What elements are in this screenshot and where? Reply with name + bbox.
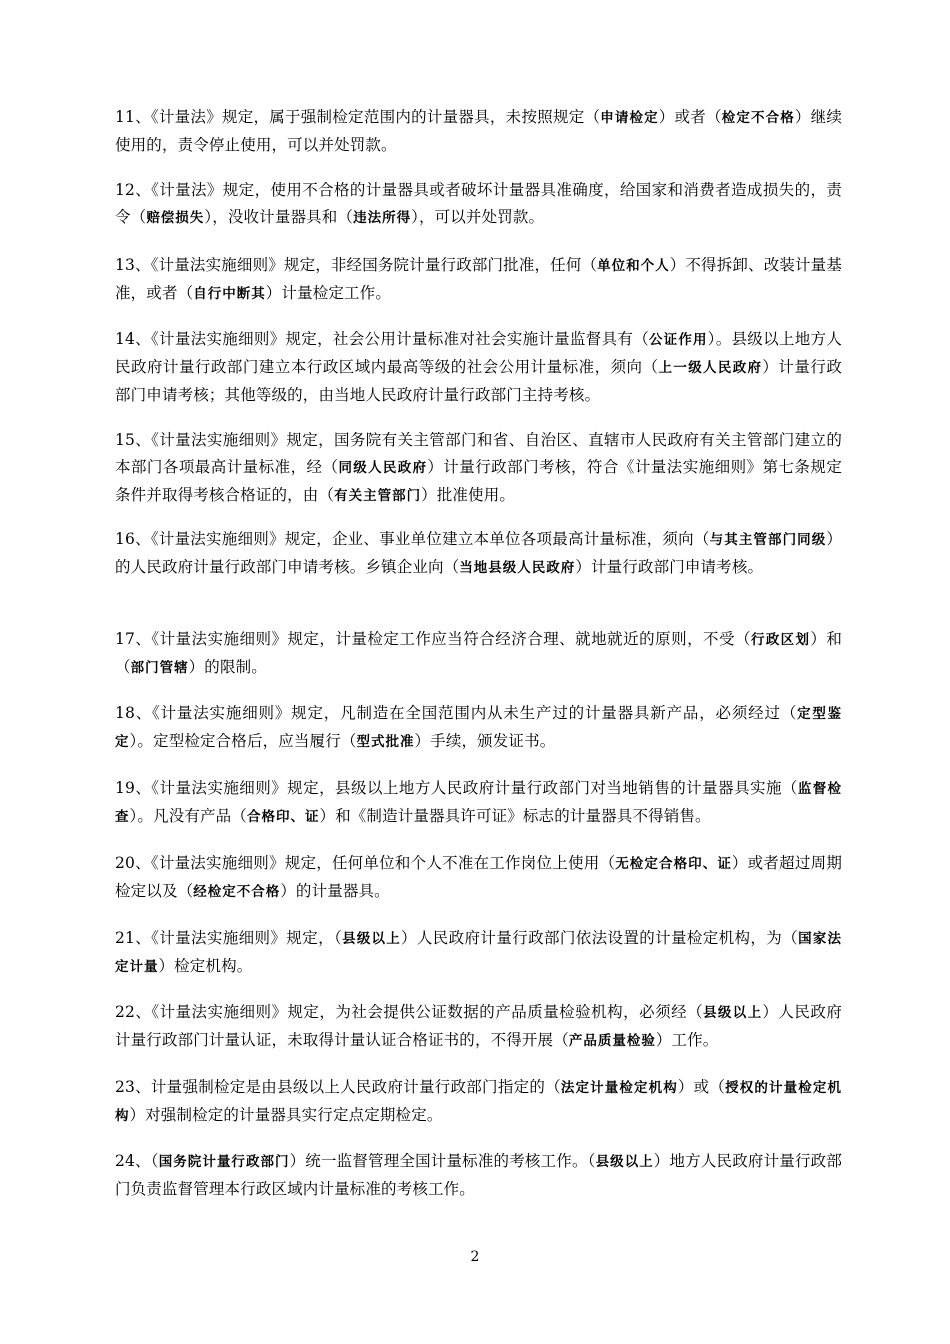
question-text: ），可以并处罚款。 — [411, 208, 545, 226]
question-text: ）。定型检定合格后，应当履行（ — [129, 732, 357, 750]
question-text: ）不得拆卸、改装计量基准，或者（ — [115, 256, 842, 302]
answer-text: 合格印、证 — [246, 809, 320, 825]
question-15 — [115, 427, 842, 510]
question-text: ）和（ — [115, 630, 842, 676]
answer-text: 自行中断其 — [193, 286, 266, 302]
question-text: ）计量行政部门申请考核。 — [575, 558, 764, 576]
question-text: 22、《计量法实施细则》规定，为社会提供公证数据的产品质量检验机构，必须经（ — [115, 1003, 704, 1021]
answer-text: 产品质量检验 — [568, 1033, 656, 1049]
answer-text: 当地县级人民政府 — [459, 560, 576, 576]
question-12 — [115, 177, 842, 232]
answer-text: 部门管辖 — [130, 660, 189, 676]
question-text: ）人民政府计量行政部门计量认证，未取得计量认证合格证书的，不得开展（ — [115, 1003, 842, 1049]
question-text: ）计量行政部门申请考核；其他等级的，由当地人民政府计量行政部门主持考核。 — [115, 358, 842, 404]
question-text: ）。凡没有产品（ — [129, 807, 247, 825]
question-text: ）批准使用。 — [421, 486, 516, 504]
question-20 — [115, 850, 842, 906]
answer-text: 县级以上 — [703, 1005, 763, 1021]
answer-text: 县级以上 — [595, 1154, 654, 1170]
answer-text: 型式批准 — [356, 734, 415, 750]
question-text: ）计量行政部门考核，符合《计量法实施细则》第七条规定条件并取得考核合格证的，由（ — [115, 458, 842, 504]
question-21 — [115, 925, 842, 981]
question-text: 16、《计量法实施细则》规定，企业、事业单位建立本单位各项最高计量标准，须向（ — [115, 530, 710, 548]
page-number: 2 — [470, 1249, 480, 1265]
answer-text: 法定计量检定机构 — [560, 1080, 678, 1096]
answer-text: 上一级人民政府 — [658, 360, 763, 376]
question-18 — [115, 700, 842, 756]
question-text: ）统一监督管理全国计量标准的考核工作。（ — [289, 1152, 596, 1170]
answer-text: 赔偿损失 — [146, 210, 205, 226]
answer-text: 单位和个人 — [597, 258, 670, 274]
question-text: ）或者（ — [658, 108, 722, 126]
question-text: ）或（ — [677, 1078, 726, 1096]
question-text: ）的限制。 — [188, 658, 267, 676]
answer-text: 无检定合格印、证 — [615, 856, 732, 872]
question-text: ）。县级以上地方人民政府计量行政部门建立本行政区域内最高等级的社会公用计量标准，须向（ — [115, 330, 842, 376]
question-text: 15、《计量法实施细则》规定，国务院有关主管部门和省、自治区、直辖市人民政府有关主管部门建立的本部门各项最高计量标准，经（ — [115, 431, 842, 476]
question-text: ）工作。 — [655, 1031, 719, 1049]
question-19 — [115, 775, 842, 831]
question-text: 24、（ — [115, 1152, 159, 1170]
answer-text: 公证作用 — [649, 332, 708, 348]
question-text: 19、《计量法实施细则》规定，县级以上地方人民政府计量行政部门对当地销售的计量器具实施（ — [115, 779, 798, 797]
question-23 — [115, 1074, 842, 1130]
question-text: 17、《计量法实施细则》规定，计量检定工作应当符合经济合理、就地就近的原则，不受（ — [115, 630, 752, 648]
question-22 — [115, 999, 842, 1055]
answer-text: 县级以上 — [342, 931, 402, 947]
question-text: ）的人民政府计量行政部门申请考核。乡镇企业向（ — [115, 530, 843, 576]
answer-text: 定型鉴定 — [115, 706, 842, 750]
question-text: ）计量检定工作。 — [265, 284, 391, 302]
answer-text: 监督检查 — [115, 781, 843, 825]
question-text: ）地方人民政府计量行政部门负责监督管理本行政区域内计量标准的考核工作。 — [115, 1152, 843, 1198]
answer-text: 国务院计量行政部门 — [158, 1154, 290, 1170]
answer-text: 经检定不合格 — [193, 884, 281, 900]
question-text: ）对强制检定的计量器具实行定点定期检定。 — [129, 1106, 443, 1124]
question-text: 18、《计量法实施细则》规定，凡制造在全国范围内从未生产过的计量器具新产品，必须经过（ — [115, 704, 798, 722]
question-text: 23、计量强制检定是由县级以上人民政府计量行政部门指定的（ — [115, 1078, 561, 1096]
question-text: 11、《计量法》规定，属于强制检定范围内的计量器具，未按照规定（ — [115, 108, 601, 126]
answer-text: 与其主管部门同级 — [709, 532, 827, 548]
question-text: ）或者超过周期检定以及（ — [115, 854, 842, 900]
question-11 — [115, 104, 842, 159]
question-text: ）和《制造计量器具许可证》标志的计量器具不得销售。 — [319, 807, 711, 825]
question-text: 12、《计量法》规定，使用不合格的计量器具或者破坏计量器具准确度，给国家和消费者造成损失的，责令（ — [115, 181, 842, 226]
question-text: ）的计量器具。 — [280, 882, 390, 900]
question-14 — [115, 326, 842, 409]
question-text: 14、《计量法实施细则》规定，社会公用计量标准对社会实施计量监督具有（ — [115, 330, 650, 348]
question-16 — [115, 526, 842, 582]
question-text: ）继续使用的，责令停止使用，可以并处罚款。 — [115, 108, 843, 154]
answer-text: 同级人民政府 — [338, 460, 428, 476]
question-text: ）检定机构。 — [158, 957, 253, 975]
answer-text: 违法所得 — [353, 210, 412, 226]
question-13 — [115, 252, 842, 308]
question-text: ）人民政府计量行政部门依法设置的计量检定机构，为（ — [401, 929, 799, 947]
question-text: ），没收计量器具和（ — [204, 208, 354, 226]
answer-text: 有关主管部门 — [334, 488, 422, 504]
answer-text: 申请检定 — [600, 110, 659, 126]
question-text: 13、《计量法实施细则》规定，非经国务院计量行政部门批准，任何（ — [115, 256, 598, 274]
answer-text: 授权的计量检定机构 — [115, 1080, 843, 1124]
question-text: 20、《计量法实施细则》规定，任何单位和个人不准在工作岗位上使用（ — [115, 854, 616, 872]
answer-text: 检定不合格 — [721, 110, 795, 126]
question-24 — [115, 1148, 842, 1203]
answer-text: 行政区划 — [751, 632, 811, 648]
question-text: ）手续，颁发证书。 — [414, 732, 556, 750]
question-text: 21、《计量法实施细则》规定，（ — [115, 929, 343, 947]
question-17 — [115, 626, 842, 682]
answer-text: 国家法定计量 — [115, 931, 843, 975]
